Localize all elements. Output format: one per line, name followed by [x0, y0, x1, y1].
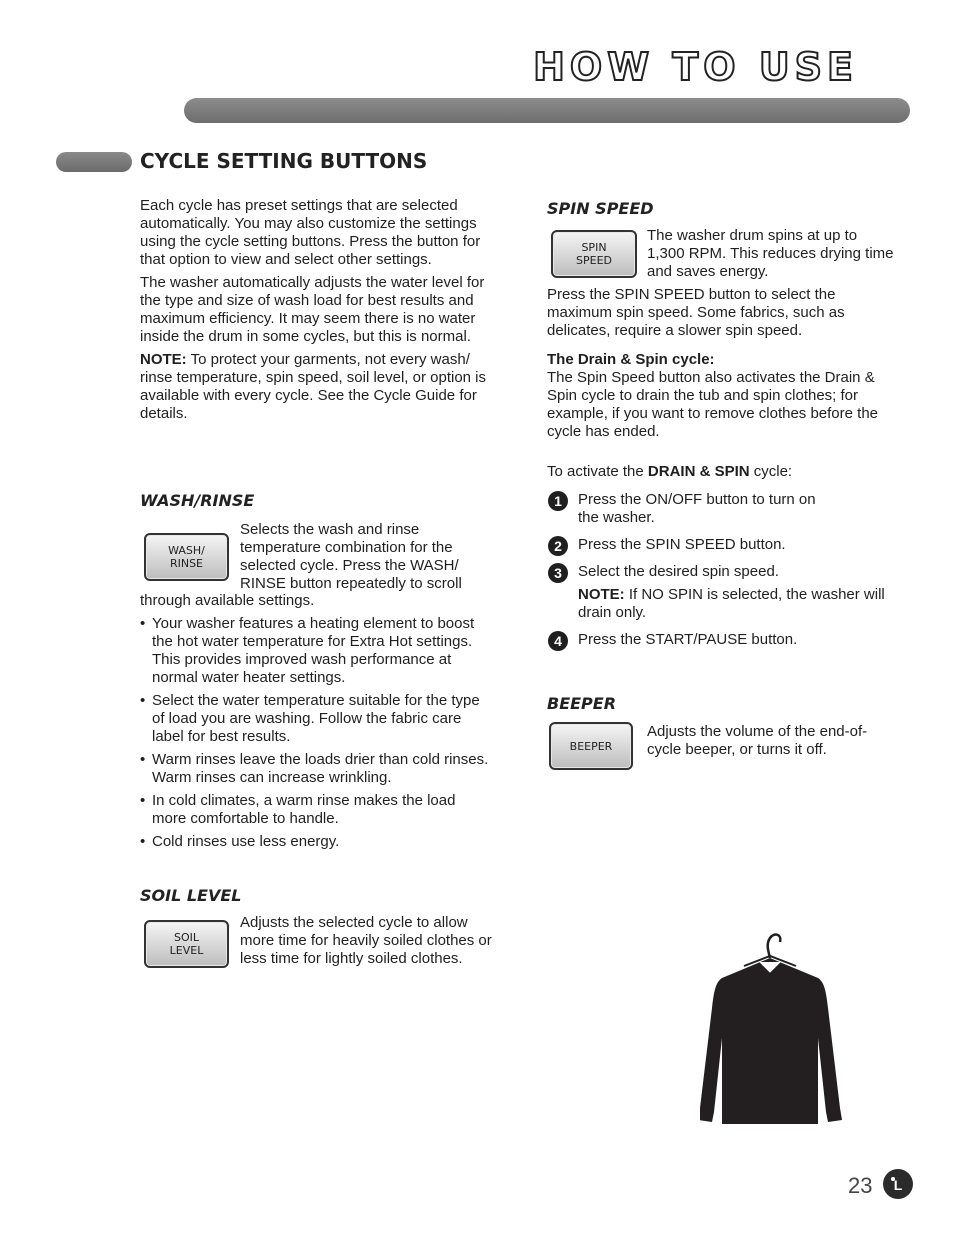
activate-post: cycle: [749, 463, 793, 480]
step-number-badge: 2 [548, 536, 568, 556]
soil-level-button-line1: SOIL [173, 931, 199, 944]
wash-rinse-button-line2: RINSE [169, 557, 204, 570]
step-2 [548, 536, 898, 554]
lg-logo-letter: L [893, 1177, 903, 1193]
step-3 [548, 563, 898, 622]
spin-speed-button [551, 230, 637, 278]
step-3-note-text: If NO SPIN is selected, the washer will drain only. [578, 586, 885, 621]
soil-level-heading: SOIL LEVEL [140, 886, 242, 905]
header-bar [184, 98, 910, 123]
beeper-button [549, 722, 633, 770]
shirt-on-hanger-icon [700, 928, 850, 1128]
wash-rinse-side-text: Selects the wash and rinse temperature combination for the selected cycle. Press the WASH/ RINSE button repeatedly to scroll [240, 521, 462, 592]
step-number-badge: 1 [548, 491, 568, 511]
spin-speed-side-text: The washer drum spins at up to 1,300 RPM. This reduces drying time and saves energy. [647, 227, 894, 280]
section-title: CYCLE SETTING BUTTONS [140, 149, 428, 173]
beeper-button-label: BEEPER [569, 739, 613, 753]
step-text: Press the ON/OFF button to turn on the washer. [578, 491, 816, 526]
soil-level-text: Adjusts the selected cycle to allow more time for heavily soiled clothes or less time for lightly soiled clothes. [240, 914, 492, 967]
wash-rinse-heading: WASH/RINSE [140, 491, 255, 510]
step-1 [548, 491, 898, 527]
step-text: Select the desired spin speed. [578, 563, 779, 580]
beeper-text: Adjusts the volume of the end-of-cycle beeper, or turns it off. [647, 723, 868, 758]
lg-logo-icon [882, 1168, 914, 1200]
section-pill [56, 152, 132, 172]
step-4 [548, 631, 898, 649]
step-3-note-label: NOTE: [578, 586, 625, 603]
note-label: NOTE: [140, 351, 187, 368]
page-number: 23 [848, 1173, 873, 1198]
step-text: Press the SPIN SPEED button. [578, 536, 786, 553]
wash-rinse-bullet-list [140, 615, 492, 856]
page-header-title: HOW TO USE [533, 45, 858, 89]
spin-speed-button-line1: SPIN [581, 241, 607, 254]
wash-rinse-button-line1: WASH/ [168, 544, 205, 557]
activate-pre: To activate the [547, 463, 648, 480]
note-text: To protect your garments, not every wash/ rinse temperature, spin speed, soil level, or option is available with every cycle. See the Cycle Guide for details. [140, 351, 487, 422]
list-item: • In cold climates, a warm rinse makes the load more comfortable to handle. [140, 792, 492, 828]
spin-speed-heading: SPIN SPEED [547, 199, 654, 218]
list-item: • Cold rinses use less energy. [140, 833, 492, 851]
intro-paragraph-2: The washer automatically adjusts the water level for the type and size of wash load for best results and maximum efficiency. It may seem there is no water inside the drum in some cycles, but this is normal. [140, 274, 485, 345]
spin-speed-button-line2: SPEED [576, 254, 612, 267]
step-3-note [578, 586, 888, 622]
list-item: • Select the water temperature suitable for the type of load you are washing. Follow the fabric care label for best results. [140, 692, 492, 746]
activate-drain-spin-text [547, 463, 897, 481]
drain-spin-text: The Spin Speed button also activates the Drain & Spin cycle to drain the tub and spin clothes; for example, if you want to remove clothes before the cycle has ended. [547, 369, 879, 440]
wash-rinse-button [144, 533, 229, 581]
list-item: • Warm rinses leave the loads drier than cold rinses. Warm rinses can increase wrinkling. [140, 751, 492, 787]
step-text: Press the START/PAUSE button. [578, 631, 798, 648]
activate-bold: DRAIN & SPIN [647, 463, 750, 480]
wash-rinse-cont-text: through available settings. [140, 592, 315, 609]
step-number-badge: 4 [548, 631, 568, 651]
intro-note [140, 351, 492, 423]
step-number-badge: 3 [548, 563, 568, 583]
spin-speed-text: Press the SPIN SPEED button to select the maximum spin speed. Some fabrics, such as delicates, require a slower spin speed. [547, 286, 845, 339]
intro-paragraph-1: Each cycle has preset settings that are selected automatically. You may also customize the settings using the cycle setting buttons. Press the button for that option to view and select other settings. [140, 197, 481, 268]
list-item: • Your washer features a heating element to boost the hot water temperature for Extra Hot settings. This provides improved wash performance at normal water heater settings. [140, 615, 492, 687]
drain-spin-heading [547, 351, 897, 369]
soil-level-button [144, 920, 229, 968]
soil-level-button-line2: LEVEL [169, 944, 204, 957]
drain-spin-heading-text: The Drain & Spin cycle: [547, 351, 715, 368]
beeper-heading: BEEPER [547, 694, 617, 713]
intro-block [140, 197, 492, 428]
